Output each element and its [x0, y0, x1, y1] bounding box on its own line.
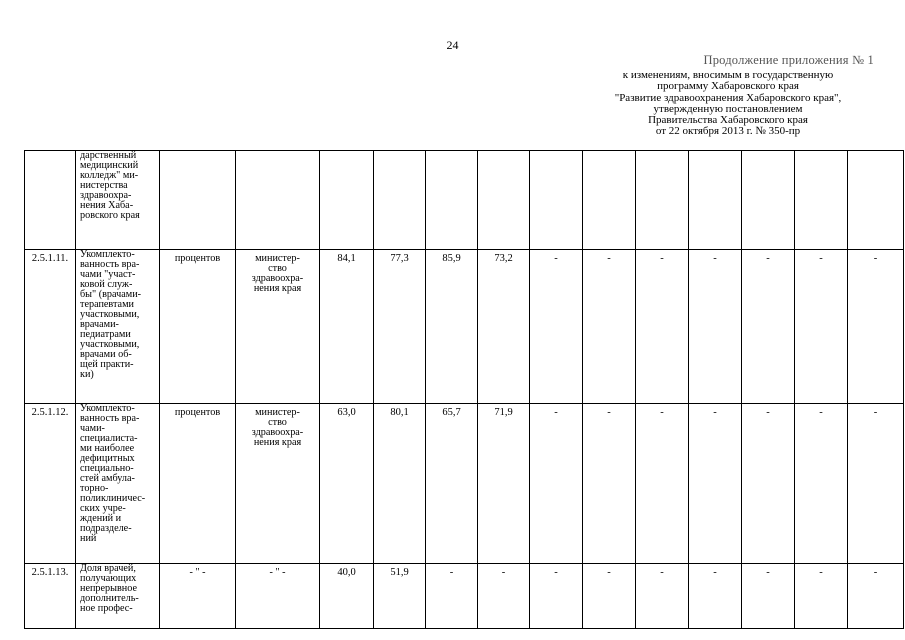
value-cell: - [530, 564, 583, 629]
indicator-name-line: медицинский [80, 160, 139, 171]
value-cell: - [742, 250, 795, 404]
indicator-name-line: чами "участ- [80, 269, 136, 280]
indicator-name-line: бы" (врачами- [80, 289, 142, 300]
value-cell: 63,0 [320, 404, 374, 564]
value-cell: - [636, 564, 689, 629]
indicator-name-line: щей практи- [80, 359, 134, 370]
indicator-name-line: получающих [80, 573, 137, 584]
value-cell: - [742, 404, 795, 564]
value-cell [795, 151, 848, 250]
executor-cell [236, 151, 320, 250]
indicator-name-line: нистерства [80, 180, 128, 191]
value-cell: - [795, 404, 848, 564]
indicator-name-line: дефицитных [80, 453, 135, 464]
value-cell: 77,3 [374, 250, 426, 404]
value-cell: - [848, 250, 904, 404]
executor-line: здравоохра- [251, 427, 304, 438]
value-cell: 65,7 [426, 404, 478, 564]
subtitle-line: "Развитие здравоохранения Хабаровского края", [614, 91, 842, 104]
executor-cell [236, 564, 320, 629]
executor-line: ство [268, 417, 287, 428]
value-cell [689, 151, 742, 250]
subtitle-line: Правительства Хабаровского края [648, 114, 808, 127]
subtitle-line: к изменениям, вносимым в государственную [622, 69, 834, 81]
value-cell [583, 151, 636, 250]
value-cell [426, 151, 478, 250]
indicator-name-cell [76, 564, 160, 629]
indicator-name-line: специально- [80, 463, 134, 474]
value-cell [848, 151, 904, 250]
indicator-name-line: нения Хаба- [80, 200, 134, 211]
indicator-name-line: стей амбула- [80, 473, 135, 484]
indicator-name-line: ки) [80, 369, 94, 380]
value-cell: - [689, 404, 742, 564]
value-cell: - [530, 250, 583, 404]
executor-line: нения края [253, 283, 302, 294]
indicator-name-line: участковыми, [80, 339, 140, 350]
value-cell [374, 151, 426, 250]
table-row [25, 404, 904, 564]
subtitle-line: утвержденную постановлением [653, 102, 803, 115]
value-cell: - [583, 404, 636, 564]
indicator-name-line: терапевтами [80, 299, 134, 310]
indicator-name-line: подразделе- [80, 523, 132, 534]
indicator-name-line: ми наиболее [80, 443, 135, 454]
value-cell: - [848, 564, 904, 629]
value-cell [742, 151, 795, 250]
executor-line: нения края [253, 437, 302, 448]
value-cell: - [583, 564, 636, 629]
subtitle-line: от 22 октября 2013 г. № 350-пр [655, 125, 801, 138]
indicator-name-line: специалиста- [80, 433, 138, 444]
value-cell: - [742, 564, 795, 629]
indicator-name-line: непрерывное [80, 583, 137, 594]
value-cell: - [689, 564, 742, 629]
value-cell: 51,9 [374, 564, 426, 629]
indicator-name-line: чами- [80, 423, 105, 434]
indicator-name-line: дополнитель- [80, 593, 139, 604]
executor-line: здравоохра- [251, 273, 304, 284]
indicators-table [24, 150, 904, 629]
value-cell [530, 151, 583, 250]
value-cell [320, 151, 374, 250]
indicator-name-line: ванность вра- [80, 259, 140, 270]
value-cell: - [795, 564, 848, 629]
indicator-name-line: ний [80, 533, 97, 544]
indicator-name-line: поликлиничес- [80, 493, 146, 504]
value-cell: - [848, 404, 904, 564]
unit-cell [160, 151, 236, 250]
indicator-name-line: колледж" ми- [80, 170, 139, 181]
indicator-name-line: торно- [80, 483, 109, 494]
indicator-name-line: ровского края [80, 210, 140, 221]
value-cell [636, 151, 689, 250]
indicator-name-line: Доля врачей, [80, 563, 136, 574]
unit-cell: - " - [160, 564, 236, 629]
value-cell: - [583, 250, 636, 404]
indicator-name-line: ковой служ- [80, 279, 133, 290]
indicator-code-cell: 2.5.1.13. [25, 564, 76, 629]
indicator-name-line: врачами об- [80, 349, 132, 360]
indicator-name-line: педиатрами [80, 329, 131, 340]
executor-line: министер- [255, 253, 300, 264]
indicator-name-cell [76, 250, 160, 404]
value-cell: - [426, 564, 478, 629]
indicator-code-cell [25, 151, 76, 250]
indicator-code-cell: 2.5.1.11. [25, 250, 76, 404]
unit-cell: процентов [160, 250, 236, 404]
value-cell: 40,0 [320, 564, 374, 629]
value-cell: - [530, 404, 583, 564]
value-cell: - [636, 404, 689, 564]
indicator-name-cell [76, 404, 160, 564]
value-cell: 84,1 [320, 250, 374, 404]
indicator-name-line: ванность вра- [80, 413, 140, 424]
table-row [25, 564, 904, 629]
value-cell: - [478, 564, 530, 629]
indicator-name-line: врачами- [80, 319, 119, 330]
value-cell: 80,1 [374, 404, 426, 564]
appendix-subtitle [578, 70, 878, 138]
indicators-table-wrapper [24, 150, 878, 614]
value-cell: 71,9 [478, 404, 530, 564]
indicator-name-line: Укомплекто- [80, 403, 135, 414]
indicator-name-line: Укомплекто- [80, 249, 135, 260]
indicator-name-line: здравоохра- [80, 190, 132, 201]
indicator-name-cell [76, 151, 160, 250]
executor-line: - " - [269, 567, 286, 578]
value-cell: - [636, 250, 689, 404]
indicator-name-line: дарственный [80, 150, 137, 161]
executor-cell [236, 250, 320, 404]
table-body [25, 151, 904, 629]
indicator-code-cell: 2.5.1.12. [25, 404, 76, 564]
indicator-name-line: ждений и [80, 513, 122, 524]
table-row [25, 250, 904, 404]
value-cell: - [689, 250, 742, 404]
unit-cell: процентов [160, 404, 236, 564]
value-cell: - [795, 250, 848, 404]
continuation-title: Продолжение приложения № 1 [703, 53, 874, 67]
subtitle-line: программу Хабаровского края [657, 80, 799, 93]
executor-cell [236, 404, 320, 564]
indicator-name-line: участковыми, [80, 309, 140, 320]
executor-line: министер- [255, 407, 300, 418]
indicator-name-line: ное профес- [80, 603, 133, 614]
executor-line: ство [268, 263, 287, 274]
table-row [25, 151, 904, 250]
page-number: 24 [446, 38, 459, 52]
indicator-name-line: ских учре- [80, 503, 126, 514]
value-cell: 73,2 [478, 250, 530, 404]
value-cell: 85,9 [426, 250, 478, 404]
value-cell [478, 151, 530, 250]
